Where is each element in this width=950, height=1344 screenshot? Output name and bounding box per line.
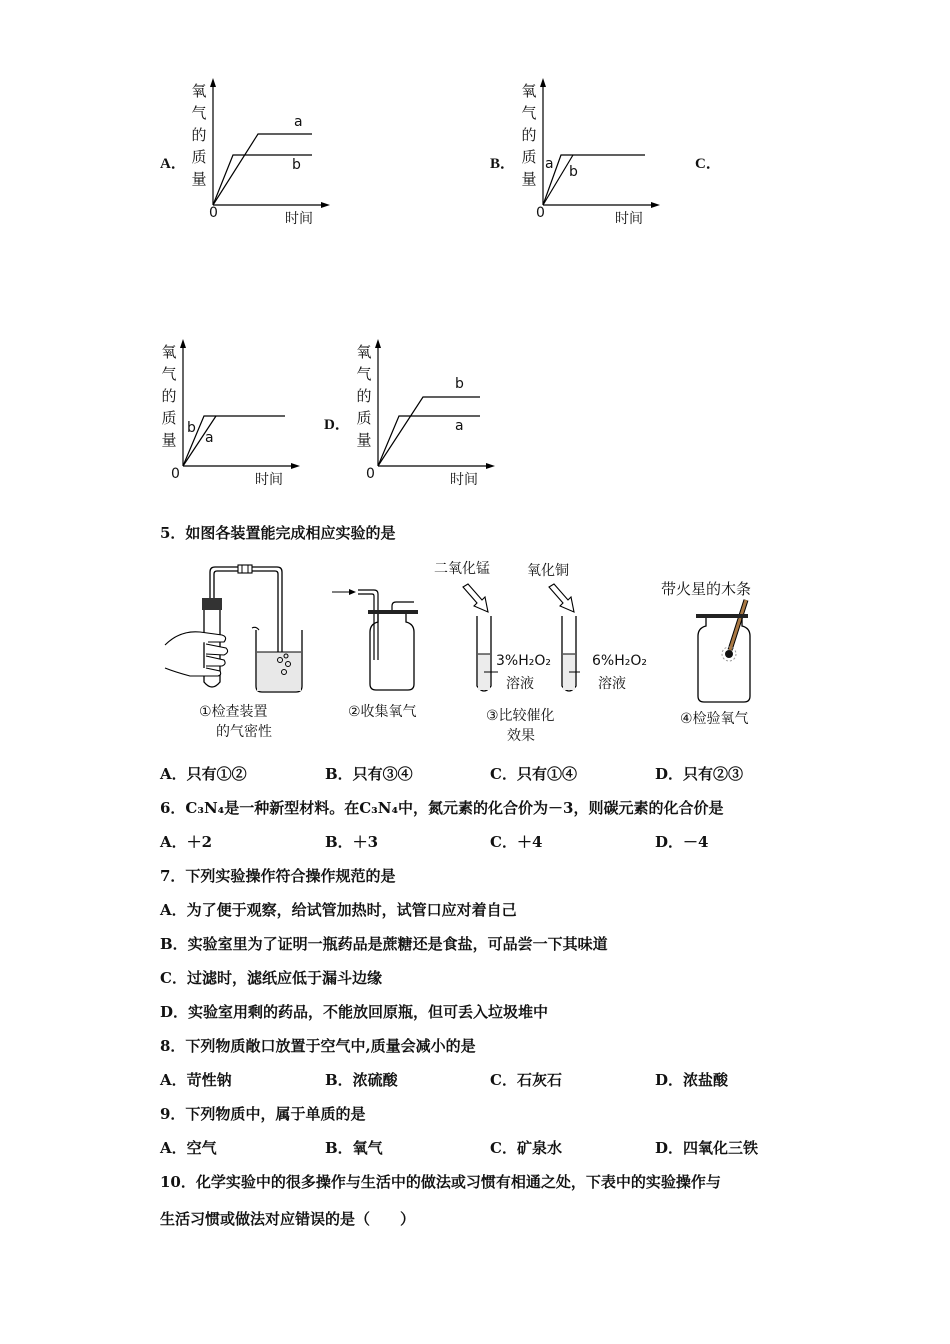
graph-d-x-arrow (486, 463, 495, 469)
graph-b-x-axis-label: 时间 (615, 211, 643, 227)
graph-b-curve-label-b: b (569, 164, 578, 180)
graph-a-x-arrow (321, 202, 330, 208)
graph-c-x-axis-label: 时间 (255, 472, 283, 488)
graph-a-origin: 0 (209, 205, 218, 221)
graph-d-x-axis-label: 时间 (450, 472, 478, 488)
q5-option-c: C．只有①④ (490, 765, 577, 783)
graph-b-plot (535, 78, 660, 213)
graph-c-plot (175, 339, 300, 474)
q8-option-c: C．石灰石 (490, 1071, 562, 1089)
fig4-oxygen-bottle (690, 598, 770, 704)
graph-a-y-arrow (210, 78, 216, 87)
graph-d-curve-label-b: b (455, 376, 464, 392)
graph-d-line-b (378, 397, 480, 466)
q9-option-c: C．矿泉水 (490, 1139, 562, 1157)
graph-a-plot (205, 78, 330, 213)
fig1-caption-line2: 的气密性 (216, 724, 272, 740)
graph-a-label: A． (160, 156, 186, 172)
fig1-airtightness-apparatus (160, 560, 310, 700)
q6-option-d: D．－4 (655, 833, 709, 851)
graph-b-label: B． (490, 156, 516, 172)
q7-option-a: A．为了便于观察，给试管加热时，试管口应对着自己 (160, 901, 517, 919)
q9-option-b: B．氧气 (325, 1139, 383, 1157)
q5-option-d: D．只有②③ (655, 765, 744, 783)
fig3-caption-line2: 效果 (507, 728, 535, 744)
graph-c-x-arrow (291, 463, 300, 469)
q7-option-c: C．过滤时，滤纸应低于漏斗边缘 (160, 969, 382, 987)
fig3-reagent-left: 二氧化锰 (434, 561, 490, 577)
graph-a-curve-label-a: a (294, 114, 303, 130)
q5-option-b: B．只有③④ (325, 765, 413, 783)
graph-b-origin: 0 (536, 205, 545, 221)
graph-d-y-arrow (375, 339, 381, 348)
graph-c-label: C． (695, 156, 721, 172)
question-9-text: 9．下列物质中，属于单质的是 (160, 1105, 366, 1123)
graph-c-y-arrow (180, 339, 186, 348)
q9-option-d: D．四氧化三铁 (655, 1139, 759, 1157)
fig2-caption: ②收集氧气 (348, 704, 417, 720)
question-10-line2: 生活习惯或做法对应错误的是（ ） (160, 1210, 416, 1228)
graph-d-y-axis-label: 氧气的质量 (356, 343, 372, 449)
graph-c-curve-label-a: a (205, 430, 214, 446)
question-8-text: 8．下列物质敞口放置于空气中,质量会减小的是 (160, 1037, 476, 1055)
graph-d-label: D． (324, 417, 350, 433)
q6-option-a: A．＋2 (160, 833, 213, 851)
graph-d-curve-label-a: a (455, 418, 464, 434)
fig3-caption-line1: ③比较催化 (486, 708, 555, 724)
question-6-text: 6．C₃N₄是一种新型材料。在C₃N₄中，氮元素的化合价为－3，则碳元素的化合价是 (160, 799, 724, 817)
graph-b-curve-label-a: a (545, 156, 554, 172)
fig4-label: 带火星的木条 (661, 580, 752, 598)
q6-option-b: B．＋3 (325, 833, 379, 851)
graph-c-y-axis-label: 氧气的质量 (161, 343, 177, 449)
fig3-solution-left: 3%H₂O₂ (496, 653, 551, 669)
q8-option-d: D．浓盐酸 (655, 1071, 729, 1089)
q8-option-b: B．浓硫酸 (325, 1071, 398, 1089)
question-7-text: 7．下列实验操作符合操作规范的是 (160, 867, 396, 885)
fig3-solution-right-word: 溶液 (598, 676, 626, 692)
graph-b-y-arrow (540, 78, 546, 87)
fig3-solution-right: 6%H₂O₂ (592, 653, 647, 669)
graph-d-plot (370, 339, 495, 474)
q8-option-a: A．苛性钠 (160, 1071, 232, 1089)
fig2-gas-collection-bottle (330, 580, 430, 695)
graph-d-origin: 0 (366, 466, 375, 482)
graph-b-x-arrow (651, 202, 660, 208)
fig4-caption: ④检验氧气 (680, 711, 749, 727)
q9-option-a: A．空气 (160, 1139, 217, 1157)
graph-c-origin: 0 (171, 466, 180, 482)
q5-option-a: A．只有①② (160, 765, 247, 783)
graph-d-line-a (378, 416, 480, 466)
question-10-line1: 10．化学实验中的很多操作与生活中的做法或习惯有相通之处，下表中的实验操作与 (160, 1173, 721, 1191)
graph-b-y-axis-label: 氧气的质量 (521, 82, 537, 188)
question-5-text: 5．如图各装置能完成相应实验的是 (160, 524, 396, 542)
fig3-solution-left-word: 溶液 (506, 676, 534, 692)
graph-a-y-axis-label: 氧气的质量 (191, 82, 207, 188)
graph-c-line-b (183, 416, 285, 466)
fig1-caption-line1: ①检查装置 (199, 704, 268, 720)
graph-a-x-axis-label: 时间 (285, 211, 313, 227)
q7-option-b: B．实验室里为了证明一瓶药品是蔗糖还是食盐，可品尝一下其味道 (160, 935, 608, 953)
graph-a-curve-label-b: b (292, 157, 301, 173)
q6-option-c: C．＋4 (490, 833, 543, 851)
fig3-reagent-right: 氧化铜 (527, 563, 569, 579)
graph-c-curve-label-b: b (187, 420, 196, 436)
q7-option-d: D．实验室用剩的药品，不能放回原瓶，但可丢入垃圾堆中 (160, 1003, 549, 1021)
